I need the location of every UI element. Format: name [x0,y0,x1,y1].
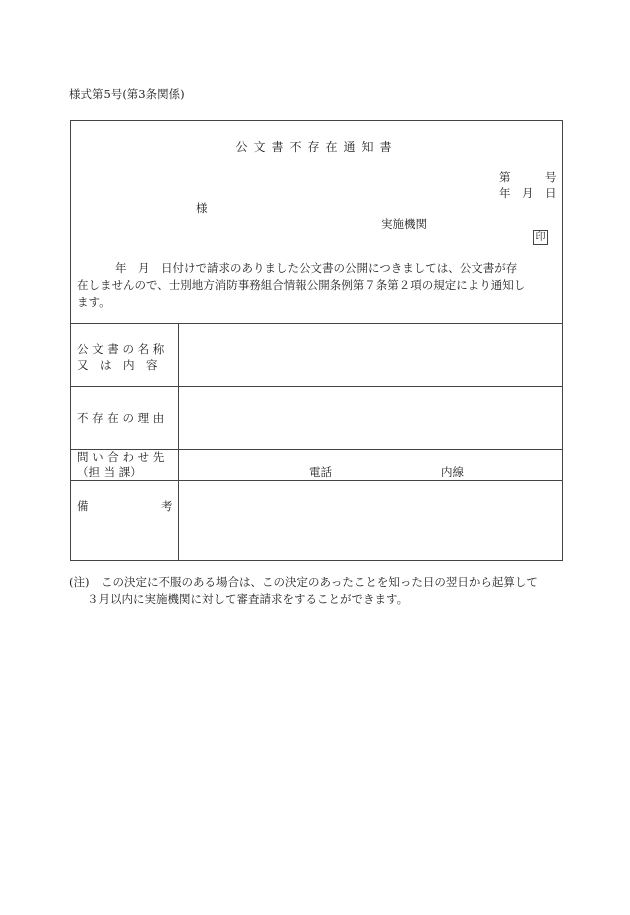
footnote [69,574,569,608]
document-number: 第 号 [499,170,557,184]
seal-mark: 印 [533,230,548,245]
row-divider-3 [71,480,562,481]
row-divider-1 [71,386,562,387]
contact-label: 問 い 合 わ せ 先 [77,450,165,464]
agency-label: 実施機関 [381,217,427,231]
addressee-suffix: 様 [196,201,208,215]
remarks-label-first: 備 [77,499,89,513]
remarks-label-second: 考 [161,499,173,513]
document-title: 公文書不存在通知書 [235,140,398,154]
table-top-divider [71,323,562,324]
footnote-line2: ３月以内に実施機関に対して審査請求をすることができます。 [87,592,409,606]
footnote-line1: (注) この決定に不服のある場合は、この決定のあったことを知った日の翌日から起算して [69,575,538,589]
department-label: （担 当 課） [77,465,142,479]
notice-body-line3: ます。 [77,295,111,309]
extension-label: 内線 [441,465,464,479]
document-date: 年 月 日 [499,186,557,200]
notice-body-line2: 在しませんので、士別地方消防事務組合情報公開条例第７条第２項の規定により通知し [77,278,526,292]
document-content-label: 又 は 内 容 [77,358,158,372]
phone-label: 電話 [309,465,332,479]
notice-body [77,260,559,311]
form-number-label: 様式第5号(第3条関係) [69,87,185,101]
notice-form-frame [70,120,563,561]
nonexistence-reason-label: 不 存 在 の 理 由 [77,411,165,425]
label-column-divider [178,323,179,561]
notice-body-line1: 年 月 日付けで請求のありました公文書の公開につきましては、公文書が存 [115,261,518,275]
document-name-label: 公 文 書 の 名 称 [77,342,165,356]
